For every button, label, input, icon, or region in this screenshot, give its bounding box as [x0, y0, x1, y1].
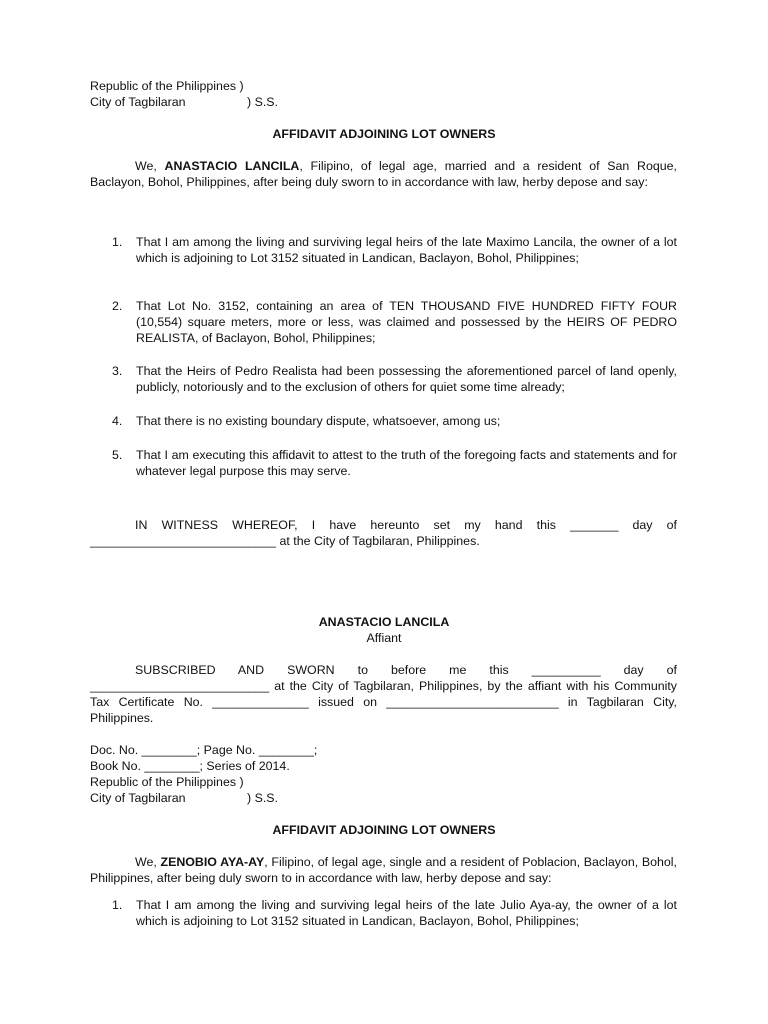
venue-republic: Republic of the Philippines ): [90, 775, 244, 789]
venue-ss: ) S.S.: [247, 791, 278, 805]
intro-we: We,: [135, 159, 157, 173]
list-item: [112, 363, 677, 395]
affidavit-title: AFFIDAVIT ADJOINING LOT OWNERS: [272, 127, 496, 141]
list-item: [112, 298, 677, 346]
jurat-paragraph: SUBSCRIBED AND SWORN to before me this __________ day of __________________________ at the City of Tagbilaran, Philippines, by the affiant with his Community Tax Certificate No. ______________ issued on _________________________ in Tagbilaran City, Philippines.: [90, 663, 677, 725]
affiant-name-inline: ZENOBIO AYA-AY: [160, 855, 265, 869]
book-series-line: Book No. ________; Series of 2014.: [90, 759, 290, 773]
list-item-text: That there is no existing boundary dispute, whatsoever, among us;: [136, 414, 501, 428]
list-item-number: 3.: [112, 364, 123, 378]
list-item: [112, 897, 677, 929]
intro-we: We,: [135, 855, 157, 869]
list-item-text: That I am executing this affidavit to attest to the truth of the foregoing facts and statements and for whatever legal purpose this may serve.: [136, 448, 677, 478]
list-item: [112, 234, 677, 266]
list-item-number: 1.: [112, 235, 123, 249]
witness-paragraph: IN WITNESS WHEREOF, I have hereunto set my hand this _______ day of ___________________________ at the City of Tagbilaran, Philippines.: [90, 518, 677, 548]
doc-page-line: Doc. No. ________; Page No. ________;: [90, 743, 318, 757]
list-item-text: That I am among the living and surviving legal heirs of the late Maximo Lancila, the owner of a lot which is adjoining to Lot 3152 situated in Landican, Baclayon, Bohol, Philippines;: [136, 235, 677, 265]
signature-block: [0, 614, 768, 646]
venue-ss: ) S.S.: [247, 95, 278, 109]
intro-paragraph: [90, 854, 677, 886]
intro-text: , Filipino, of legal age, married and a resident of San Roque, Baclayon, Bohol, Philippines, after being duly sworn to in accordance with law, herby depose and say:: [90, 159, 677, 189]
list-item-number: 1.: [112, 898, 123, 912]
affiant-label: Affiant: [366, 631, 402, 645]
list-item-text: That I am among the living and surviving legal heirs of the late Julio Aya-ay, the owner of a lot which is adjoining to Lot 3152 situated in Landican, Baclayon, Bohol, Philippines;: [136, 898, 677, 928]
list-item-text: That the Heirs of Pedro Realista had been possessing the aforementioned parcel of land openly, publicly, notoriously and to the exclusion of others for quiet some time already;: [136, 364, 677, 394]
venue-city: [90, 790, 390, 806]
venue-city: [90, 94, 390, 110]
venue-city-name: City of Tagbilaran: [90, 791, 186, 805]
affiant-name: ANASTACIO LANCILA: [318, 615, 450, 629]
list-item-text: That Lot No. 3152, containing an area of TEN THOUSAND FIVE HUNDRED FIFTY FOUR (10,554) square meters, more or less, was claimed and possessed by the HEIRS OF PEDRO REALISTA, of Baclayon, Bohol, Philippines;: [136, 299, 677, 345]
affidavit-title: AFFIDAVIT ADJOINING LOT OWNERS: [272, 823, 496, 837]
venue-city-name: City of Tagbilaran: [90, 95, 186, 109]
affiant-name-inline: ANASTACIO LANCILA: [164, 159, 300, 173]
list-item-number: 2.: [112, 299, 123, 313]
list-item-number: 5.: [112, 448, 123, 462]
intro-text: , Filipino, of legal age, single and a resident of Poblacion, Baclayon, Bohol, Philippines, after being duly sworn to in accordance with law, herby depose and say:: [90, 855, 677, 885]
intro-paragraph: [90, 158, 677, 190]
list-item-number: 4.: [112, 414, 123, 428]
venue-republic: Republic of the Philippines ): [90, 79, 244, 93]
list-item: [112, 447, 677, 479]
list-item: [112, 413, 677, 429]
